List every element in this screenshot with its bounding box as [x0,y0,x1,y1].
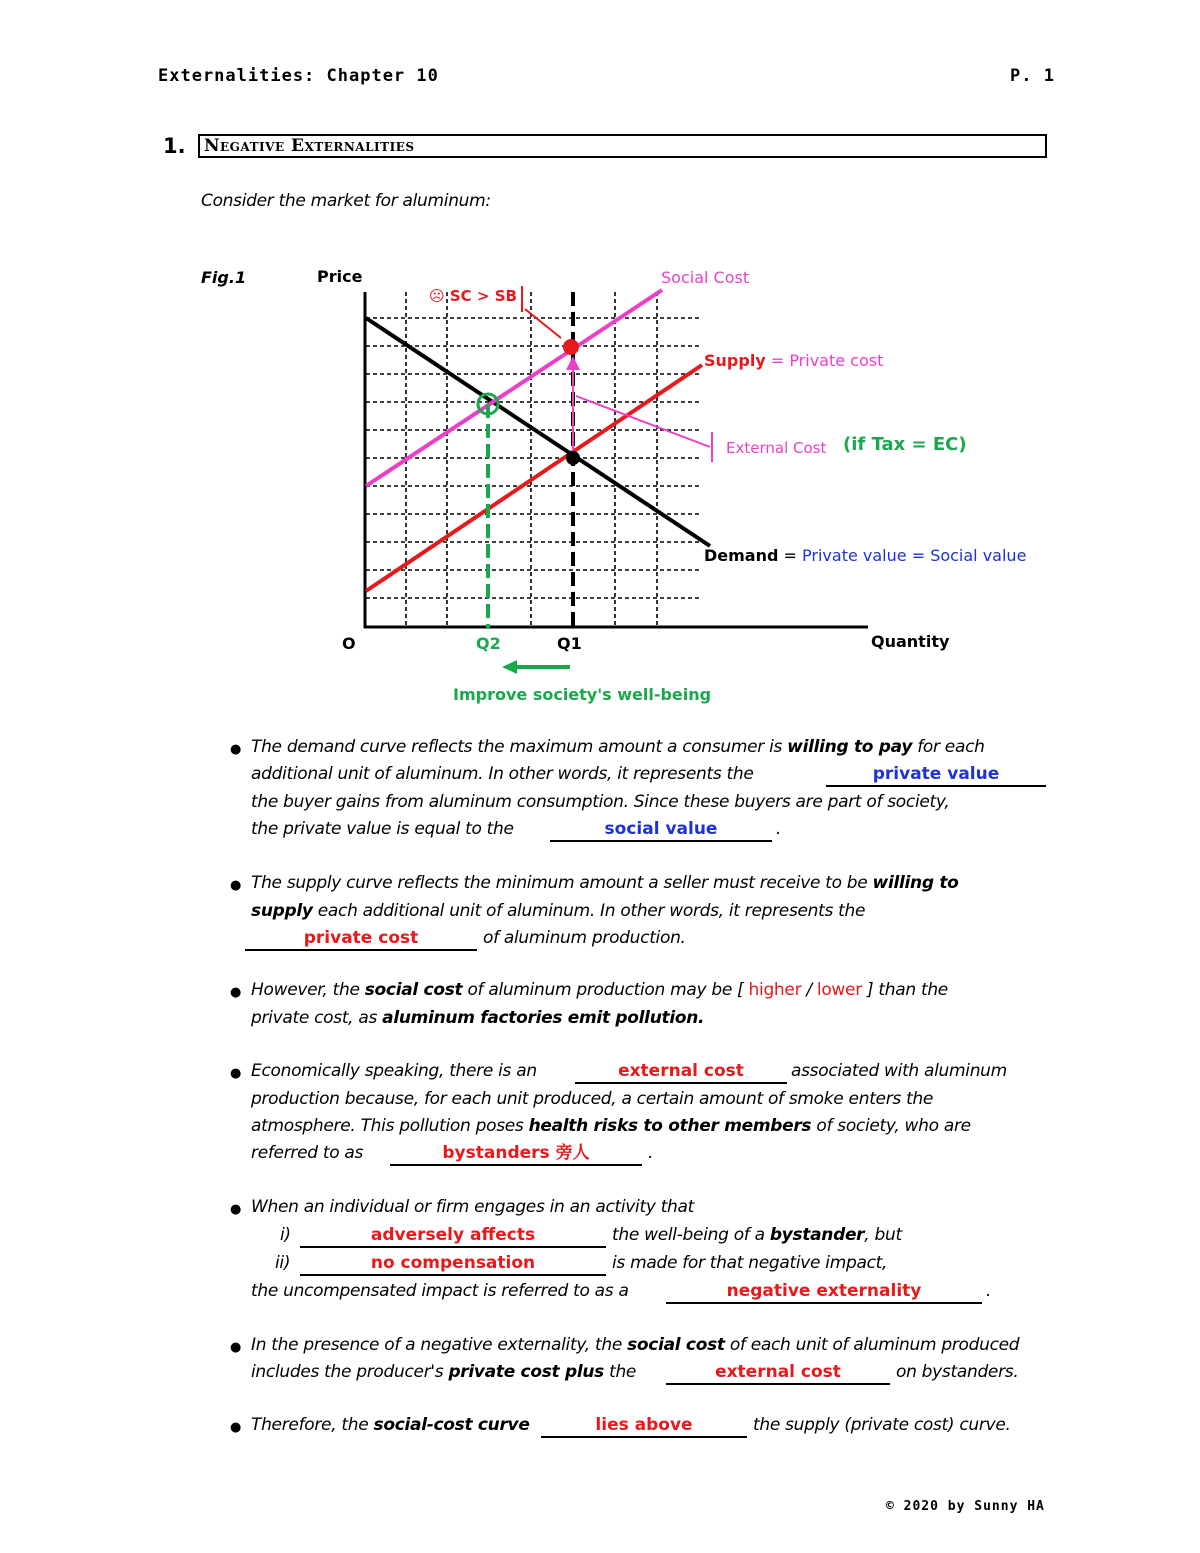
b3-higher-option: higher [748,980,802,1000]
b4-line4: referred to as [251,1143,364,1163]
demand-private-value: Private value [802,546,907,565]
market-equilibrium-point [566,451,580,465]
b4-line1a: Economically speaking, there is an [251,1061,537,1081]
b5-end: . [986,1281,992,1301]
b5-line4: the uncompensated impact is referred to as a [251,1281,629,1301]
b1-answer-private-value: private value [826,763,1046,787]
improve-label: Improve society's well-being [453,685,712,704]
b5-answer-no-compensation: no compensation [300,1252,606,1276]
y-axis-label: Price [317,267,363,286]
q2-label: Q2 [476,634,501,653]
b6-text: the [603,1362,637,1382]
b3-text: ] than the [861,980,948,1000]
b3-lower-option: lower [816,980,862,1000]
b7-bold: social-cost curve [373,1415,530,1435]
b7-line1 [251,1415,530,1435]
b5-i-marker: i) [280,1225,291,1245]
b7-line1-end: the supply (private cost) curve. [753,1415,1011,1435]
intro-text: Consider the market for aluminum: [201,191,491,211]
b2-line1 [251,873,959,893]
b4-bold: health risks to other members [528,1116,812,1136]
b1-bold: willing to pay [787,737,913,757]
b1-line3: the buyer gains from aluminum consumption. Since these buyers are part of society, [251,792,950,812]
fig-label: Fig.1 [201,268,247,287]
b4-text: atmosphere. This pollution poses [251,1116,529,1136]
demand-social-value: Social value [930,546,1027,565]
bullet-icon: ● [230,1340,242,1355]
b1-line1 [251,737,985,757]
demand-label [704,546,1026,565]
b5-answer-adversely-affects: adversely affects [300,1224,606,1248]
b1-text: for each [912,737,985,757]
demand-equals-1: = [778,546,803,565]
b3-text: However, the [251,980,365,1000]
grid [366,292,700,628]
b1-answer-social-value: social value [550,818,772,842]
b1-line2: additional unit of aluminum. In other words, it represents the [251,764,754,784]
b3-slash: / [801,980,817,1000]
b3-text: of aluminum production may be [ [462,980,749,1000]
externality-diagram [0,0,1200,720]
supply-curve [366,365,702,591]
sc-sb-label [429,287,517,305]
b2-line3: of aluminum production. [483,928,686,948]
b6-line2 [251,1362,636,1382]
b4-line3 [251,1116,971,1136]
b6-text: includes the producer's [251,1362,449,1382]
b2-line2 [251,901,865,921]
section-title: Negative Externalities [204,136,415,156]
b4-line2: production because, for each unit produced, a certain amount of smoke enters the [251,1089,934,1109]
b5-text: the well-being of a [612,1225,770,1245]
x-axis-label: Quantity [871,632,950,651]
social-cost-curve [366,290,662,486]
demand-word: Demand [704,546,779,565]
page-number: P. 1 [1010,66,1055,86]
copyright-footer: © 2020 by Sunny HA [886,1499,1045,1514]
b5-line1: When an individual or firm engages in an activity that [251,1197,695,1217]
b1-end: . [776,819,782,839]
b3-line1 [251,980,948,1000]
b4-answer-bystanders: bystanders 旁人 [390,1142,642,1166]
supply-equation: = Private cost [765,351,884,370]
origin-label: O [342,634,356,653]
b3-text: private cost, as [251,1008,383,1028]
bullet-icon: ● [230,742,242,757]
supply-word: Supply [704,351,766,370]
external-cost-label: External Cost [726,439,827,457]
bullet-icon: ● [230,1202,242,1217]
b3-line2 [251,1008,704,1028]
b2-text: each additional unit of aluminum. In other words, it represents the [312,901,866,921]
b7-text: Therefore, the [251,1415,374,1435]
sc-sb-text: SC > SB [449,287,517,305]
b2-answer-private-cost: private cost [245,927,477,951]
frown-icon: ☹ [429,287,445,305]
b1-text: The demand curve reflects the maximum amount a consumer is [251,737,788,757]
b5-answer-negative-externality: negative externality [666,1280,982,1304]
b6-bold: social cost [627,1335,725,1355]
external-cost-arrowhead [566,356,580,370]
demand-curve [366,318,710,546]
b2-text: The supply curve reflects the minimum amount a seller must receive to be [251,873,873,893]
b7-answer-lies-above: lies above [541,1414,747,1438]
b2-bold: supply [251,901,313,921]
b2-bold: willing to [872,873,959,893]
bullet-icon: ● [230,985,242,1000]
b6-line1 [251,1335,1019,1355]
b4-end: . [648,1143,654,1163]
b6-line2-end: on bystanders. [896,1362,1019,1382]
chapter-header: Externalities: Chapter 10 [158,66,439,86]
b6-text: In the presence of a negative externality, the [251,1335,628,1355]
if-tax-label: (if Tax = EC) [843,434,967,455]
b5-text: , but [864,1225,902,1245]
b5-ii-marker: ii) [275,1253,291,1273]
demand-equals-2: = [906,546,931,565]
social-cost-point-q1 [563,339,579,355]
improve-arrowhead [502,660,517,674]
bullet-icon: ● [230,1066,242,1081]
b5-bold: bystander [769,1225,865,1245]
section-number: 1. [163,134,186,158]
b3-bold: aluminum factories emit pollution. [382,1008,705,1028]
b4-text: of society, who are [811,1116,971,1136]
bullet-icon: ● [230,878,242,893]
b4-line1b: associated with aluminum [791,1061,1007,1081]
supply-label [704,351,883,370]
b5-ii-text: is made for that negative impact, [612,1253,888,1273]
bullet-icon: ● [230,1420,242,1435]
social-cost-label: Social Cost [661,268,750,287]
b1-line4: the private value is equal to the [251,819,514,839]
b3-bold: social cost [364,980,463,1000]
b4-answer-external-cost: external cost [575,1060,787,1084]
b5-i-text [612,1225,902,1245]
b6-answer-external-cost: external cost [666,1361,890,1385]
b6-text: of each unit of aluminum produced [724,1335,1020,1355]
b6-bold: private cost plus [448,1362,604,1382]
q1-label: Q1 [557,634,582,653]
